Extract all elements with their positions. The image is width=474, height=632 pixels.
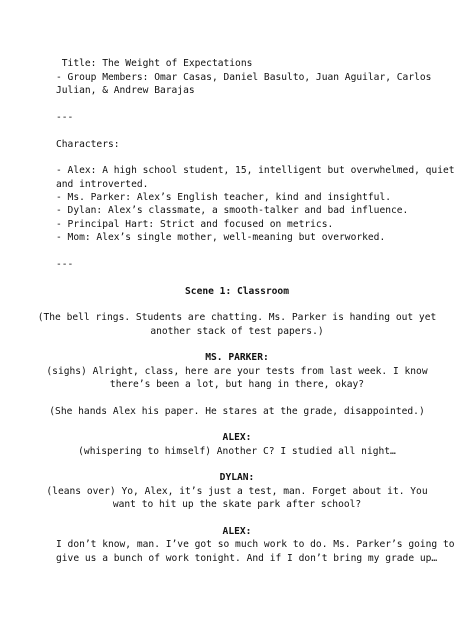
group-members-line-cont: Julian, & Andrew Barajas [56, 85, 195, 96]
dialogue-line-cont: give us a bunch of work tonight. And if I don’t bring my grade up… [56, 553, 438, 564]
character-dylan: - Dylan: Alex’s classmate, a smooth-talker and bad influence. [56, 205, 409, 216]
dialogue-line: (whispering to himself) Another C? I studied all night… [78, 446, 396, 457]
separator: --- [56, 259, 74, 270]
title-line: Title: The Weight of Expectations [56, 58, 253, 69]
speaker-name: MS. PARKER: [205, 352, 269, 363]
characters-heading: Characters: [56, 139, 120, 150]
character-parker: - Ms. Parker: Alex’s English teacher, kind and insightful. [56, 192, 392, 203]
separator: --- [56, 112, 74, 123]
character-alex-cont: and introverted. [56, 179, 149, 190]
group-members-line: - Group Members: Omar Casas, Daniel Basulto, Juan Aguilar, Carlos [56, 72, 432, 83]
dialogue-line: I don’t know, man. I’ve got so much work to do. Ms. Parker’s going to [56, 539, 455, 550]
dialogue-line: (sighs) Alright, class, here are your tests from last week. I know [46, 366, 428, 377]
speaker-name: DYLAN: [219, 472, 255, 483]
character-mom: - Mom: Alex’s single mother, well-meaning but overworked. [56, 232, 386, 243]
stage-direction-cont: another stack of test papers.) [150, 326, 324, 337]
dialogue-line: (leans over) Yo, Alex, it’s just a test, man. Forget about it. You [46, 486, 428, 497]
character-hart: - Principal Hart: Strict and focused on metrics. [56, 219, 334, 230]
speaker-name: ALEX: [222, 432, 252, 443]
stage-direction: (The bell rings. Students are chatting. Ms. Parker is handing out yet [37, 312, 437, 323]
speaker-name: ALEX: [222, 526, 252, 537]
scene-title: Scene 1: Classroom [185, 286, 289, 297]
dialogue-line-cont: there’s been a lot, but hang in there, okay? [109, 379, 365, 390]
dialogue-line-cont: want to hit up the skate park after school? [112, 499, 362, 510]
stage-direction: (She hands Alex his paper. He stares at the grade, disappointed.) [49, 406, 425, 417]
character-alex: - Alex: A high school student, 15, intelligent but overwhelmed, quiet [56, 165, 455, 176]
